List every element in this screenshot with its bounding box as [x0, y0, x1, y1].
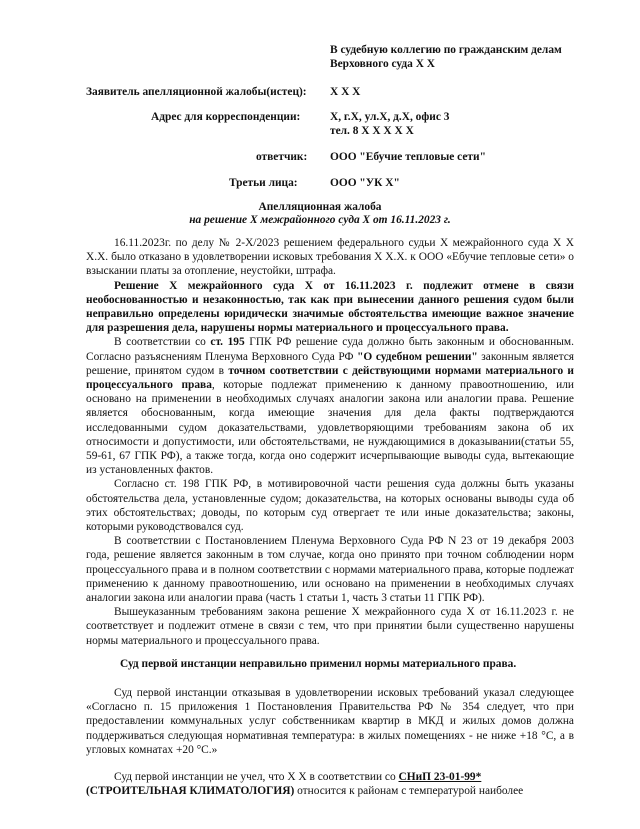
paragraph-8: Суд первой инстанции не учел, что Х Х в соответствии со СНиП 23-01-99* (СТРОИТЕЛЬНАЯ КЛИМАТОЛОГИЯ) относится к районам с температурой наиболее — [86, 771, 524, 798]
paragraph-1: 16.11.2023г. по делу № 2-Х/2023 решением федерального судьи Х межрайонного суда Х Х Х.Х. было отказано в удовлетворении исковых требования Х Х.Х. к ООО «Ебучие тепловые сети» о взыскании платы за отопление, неустойки, штрафа. — [86, 237, 574, 278]
body-part-3 — [86, 770, 574, 798]
respondent-label: ответчик: — [256, 151, 308, 163]
applicant-label: Заявитель апелляционной жалобы(истец): — [86, 86, 307, 98]
body-part-2 — [86, 686, 574, 757]
paragraph-2: Решение Х межрайонного суда Х от 16.11.2023 г. подлежит отмене в связи необоснованностью и незаконностью, так как при вынесении данного решения судом были неправильно определены юридически значимые обстоятельства имеющие важное значение для разрешения дела, нарушены нормы материального и процессуального права. — [86, 279, 574, 335]
paragraph-5: В соответствии с Постановлением Пленума Верховного Суда РФ N 23 от 19 декабря 2003 года, решение является законным в том случае, когда оно принято при точном соблюдении норм процессуального права и в полном соответствии с нормами материального права, которые подлежат применению к данному правоотношению, или основано на применении в необходимых случаях аналогии закона или аналогии права (часть 1 статьи 1, часть 3 статьи 11 ГПК РФ). — [86, 535, 574, 605]
document-subtitle: на решение Х межрайонного суда Х от 16.11.2023 г. — [189, 214, 451, 226]
paragraph-4: Согласно ст. 198 ГПК РФ, в мотивировочной части решения суда должны быть указаны обстоятельства дела, установленные судом; доказательства, на которых основаны выводы суда об этих обстоятельствах; доводы, по которым суд отвергает те или иные доказательства; законы, которыми руководствовался суд. — [86, 478, 574, 534]
third-parties-value: ООО "УК Х" — [330, 177, 400, 189]
addressee-line-1: В судебную коллегию по гражданским делам — [330, 44, 562, 56]
addressee-line-2: Верховного суда Х Х — [330, 58, 435, 70]
paragraph-7: Суд первой инстанции отказывая в удовлетворении исковых требований указал следующее «Согласно п. 15 приложения 1 Постановления Правительства РФ № 354 следует, что при предоставлении коммунальных услуг собственникам квартир в МКД и жилых домов должна поддерживаться следующая нормативная температура: в жилых помещениях - не ниже +18 °C, а в угловых комнатах +20 °C.» — [86, 687, 574, 756]
address-value: Х, г.Х, ул.Х, д.Х, офис 3 — [330, 111, 450, 123]
third-parties-label: Третьи лица: — [229, 177, 298, 189]
paragraph-3: В соответствии со ст. 195 ГПК РФ решение суда должно быть законным и обоснованным. Согласно разъяснениям Пленума Верховного Суда РФ "О судебном решении" законным является решение, принятом судом в точном соответствии с действующими нормами материального и процессуального права, которые подлежат применению к данному правоотношению, или основано на применении в необходимых случаях аналогии закона или аналогии права. Решение является обоснованным, когда имеющие значения для дела факты подтверждаются исследованными судом доказательствами, удовлетворяющими требованиям закона об их относимости и допустимости, или обстоятельствами, не нуждающимися в доказывании(статьи 55, 59-61, 67 ГПК РФ), а также тогда, когда оно содержит исчерпывающие выводы суда, вытекающие из установленных фактов. — [86, 336, 575, 477]
document-title: Апелляционная жалоба — [258, 201, 382, 213]
address-label: Адрес для корреспонденции: — [151, 111, 301, 123]
phone-value: тел. 8 Х Х Х Х Х — [330, 125, 414, 137]
applicant-value: Х Х Х — [330, 86, 361, 98]
respondent-value: ООО "Ебучие тепловые сети" — [330, 151, 486, 163]
paragraph-6: Вышеуказанным требованиям закона решение Х межрайонного суда Х от 16.11.2023 г. не соответствует и подлежит отмене в связи с тем, что при принятии были существенно нарушены нормы материального и процессуального права. — [86, 606, 574, 647]
body-part-1 — [86, 236, 574, 648]
section-heading: Суд первой инстанции неправильно применил нормы материального права. — [120, 658, 517, 670]
